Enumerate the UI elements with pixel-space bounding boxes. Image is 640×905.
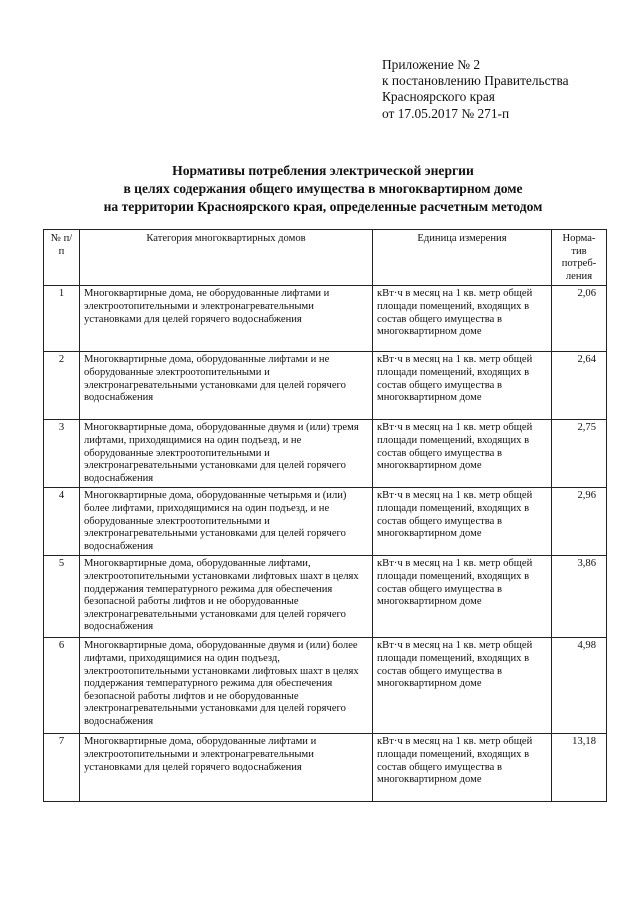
row-unit: кВт·ч в месяц на 1 кв. метр общей площади помещений, входящих в состав общего имущества в многоквартирном доме (373, 734, 552, 802)
appendix-resolution: к постановлению Правительства (382, 73, 569, 89)
row-num: 3 (44, 420, 80, 488)
title-line-2: в целях содержания общего имущества в многоквартирном доме (123, 181, 523, 196)
table-row (44, 734, 607, 802)
row-num: 6 (44, 638, 80, 734)
table-row (44, 638, 607, 734)
appendix-number: Приложение № 2 (382, 57, 481, 72)
row-unit: кВт·ч в месяц на 1 кв. метр общей площади помещений, входящих в состав общего имущества в многоквартирном доме (373, 638, 552, 734)
appendix-date: от 17.05.2017 № 271-п (382, 105, 510, 121)
row-value: 3,86 (552, 556, 607, 638)
document-title (40, 162, 606, 216)
title-line-3: на территории Красноярского края, определенные расчетным методом (103, 199, 543, 214)
appendix-region: Красноярского края (382, 89, 495, 105)
table-row (44, 286, 607, 352)
row-num: 1 (44, 286, 80, 352)
row-num: 5 (44, 556, 80, 638)
row-unit: кВт·ч в месяц на 1 кв. метр общей площади помещений, входящих в состав общего имущества в многоквартирном доме (373, 556, 552, 638)
table-row (44, 420, 607, 488)
header-norm: Норма- тив потреб- ления (552, 230, 607, 286)
row-num: 4 (44, 488, 80, 556)
row-value: 2,64 (552, 352, 607, 420)
row-value: 13,18 (552, 734, 607, 802)
header-unit: Единица измерения (373, 230, 552, 286)
row-category: Многоквартирные дома, оборудованные лифтами и не оборудованные электроотопительными и электронагревательными установками для целей горячего водоснабжения (80, 352, 373, 420)
header-category: Категория многоквартирных домов (80, 230, 373, 286)
row-category: Многоквартирные дома, оборудованные лифтами и электроотопительными и электронагревательными установками для целей горячего водоснабжения (80, 734, 373, 802)
row-value: 2,06 (552, 286, 607, 352)
row-category: Многоквартирные дома, оборудованные лифтами, электроотопительными установками лифтовых шахт в целях поддержания температурного режима для обеспечения безопасной работы лифтов и не оборудованные электронагревательными установками для целей горячего водоснабжения (80, 556, 373, 638)
row-category: Многоквартирные дома, оборудованные четырьмя и (или) более лифтами, приходящимися на один подъезд, и не оборудованные электроотопительными и электронагревательными установками для целей горячего водоснабжения (80, 488, 373, 556)
row-category: Многоквартирные дома, оборудованные двумя и (или) тремя лифтами, приходящимися на один подъезд, и не оборудованные электроотопительными и электронагревательными установками для целей горячего водоснабжения (80, 420, 373, 488)
table-row (44, 556, 607, 638)
table-header-row (44, 230, 607, 286)
norms-table (43, 229, 607, 802)
row-num: 2 (44, 352, 80, 420)
row-unit: кВт·ч в месяц на 1 кв. метр общей площади помещений, входящих в состав общего имущества в многоквартирном доме (373, 352, 552, 420)
row-num: 7 (44, 734, 80, 802)
table-row (44, 488, 607, 556)
row-unit: кВт·ч в месяц на 1 кв. метр общей площади помещений, входящих в состав общего имущества в многоквартирном доме (373, 488, 552, 556)
row-value: 4,98 (552, 638, 607, 734)
title-line-1: Нормативы потребления электрической энергии (172, 163, 474, 178)
row-category: Многоквартирные дома, оборудованные двумя и (или) более лифтами, приходящимися на один подъезд, электроотопительными установками лифтовых шахт в целях поддержания температурного режима для обеспечения безопасной работы лифтов и не оборудованные электронагревательными установками для целей горячего водоснабжения (80, 638, 373, 734)
row-unit: кВт·ч в месяц на 1 кв. метр общей площади помещений, входящих в состав общего имущества в многоквартирном доме (373, 420, 552, 488)
header-num: № п/п (44, 230, 80, 286)
appendix-header (382, 57, 622, 122)
row-value: 2,75 (552, 420, 607, 488)
row-value: 2,96 (552, 488, 607, 556)
table-row (44, 352, 607, 420)
row-unit: кВт·ч в месяц на 1 кв. метр общей площади помещений, входящих в состав общего имущества в многоквартирном доме (373, 286, 552, 352)
row-category: Многоквартирные дома, не оборудованные лифтами и электроотопительными и электронагревательными установками для целей горячего водоснабжения (80, 286, 373, 352)
